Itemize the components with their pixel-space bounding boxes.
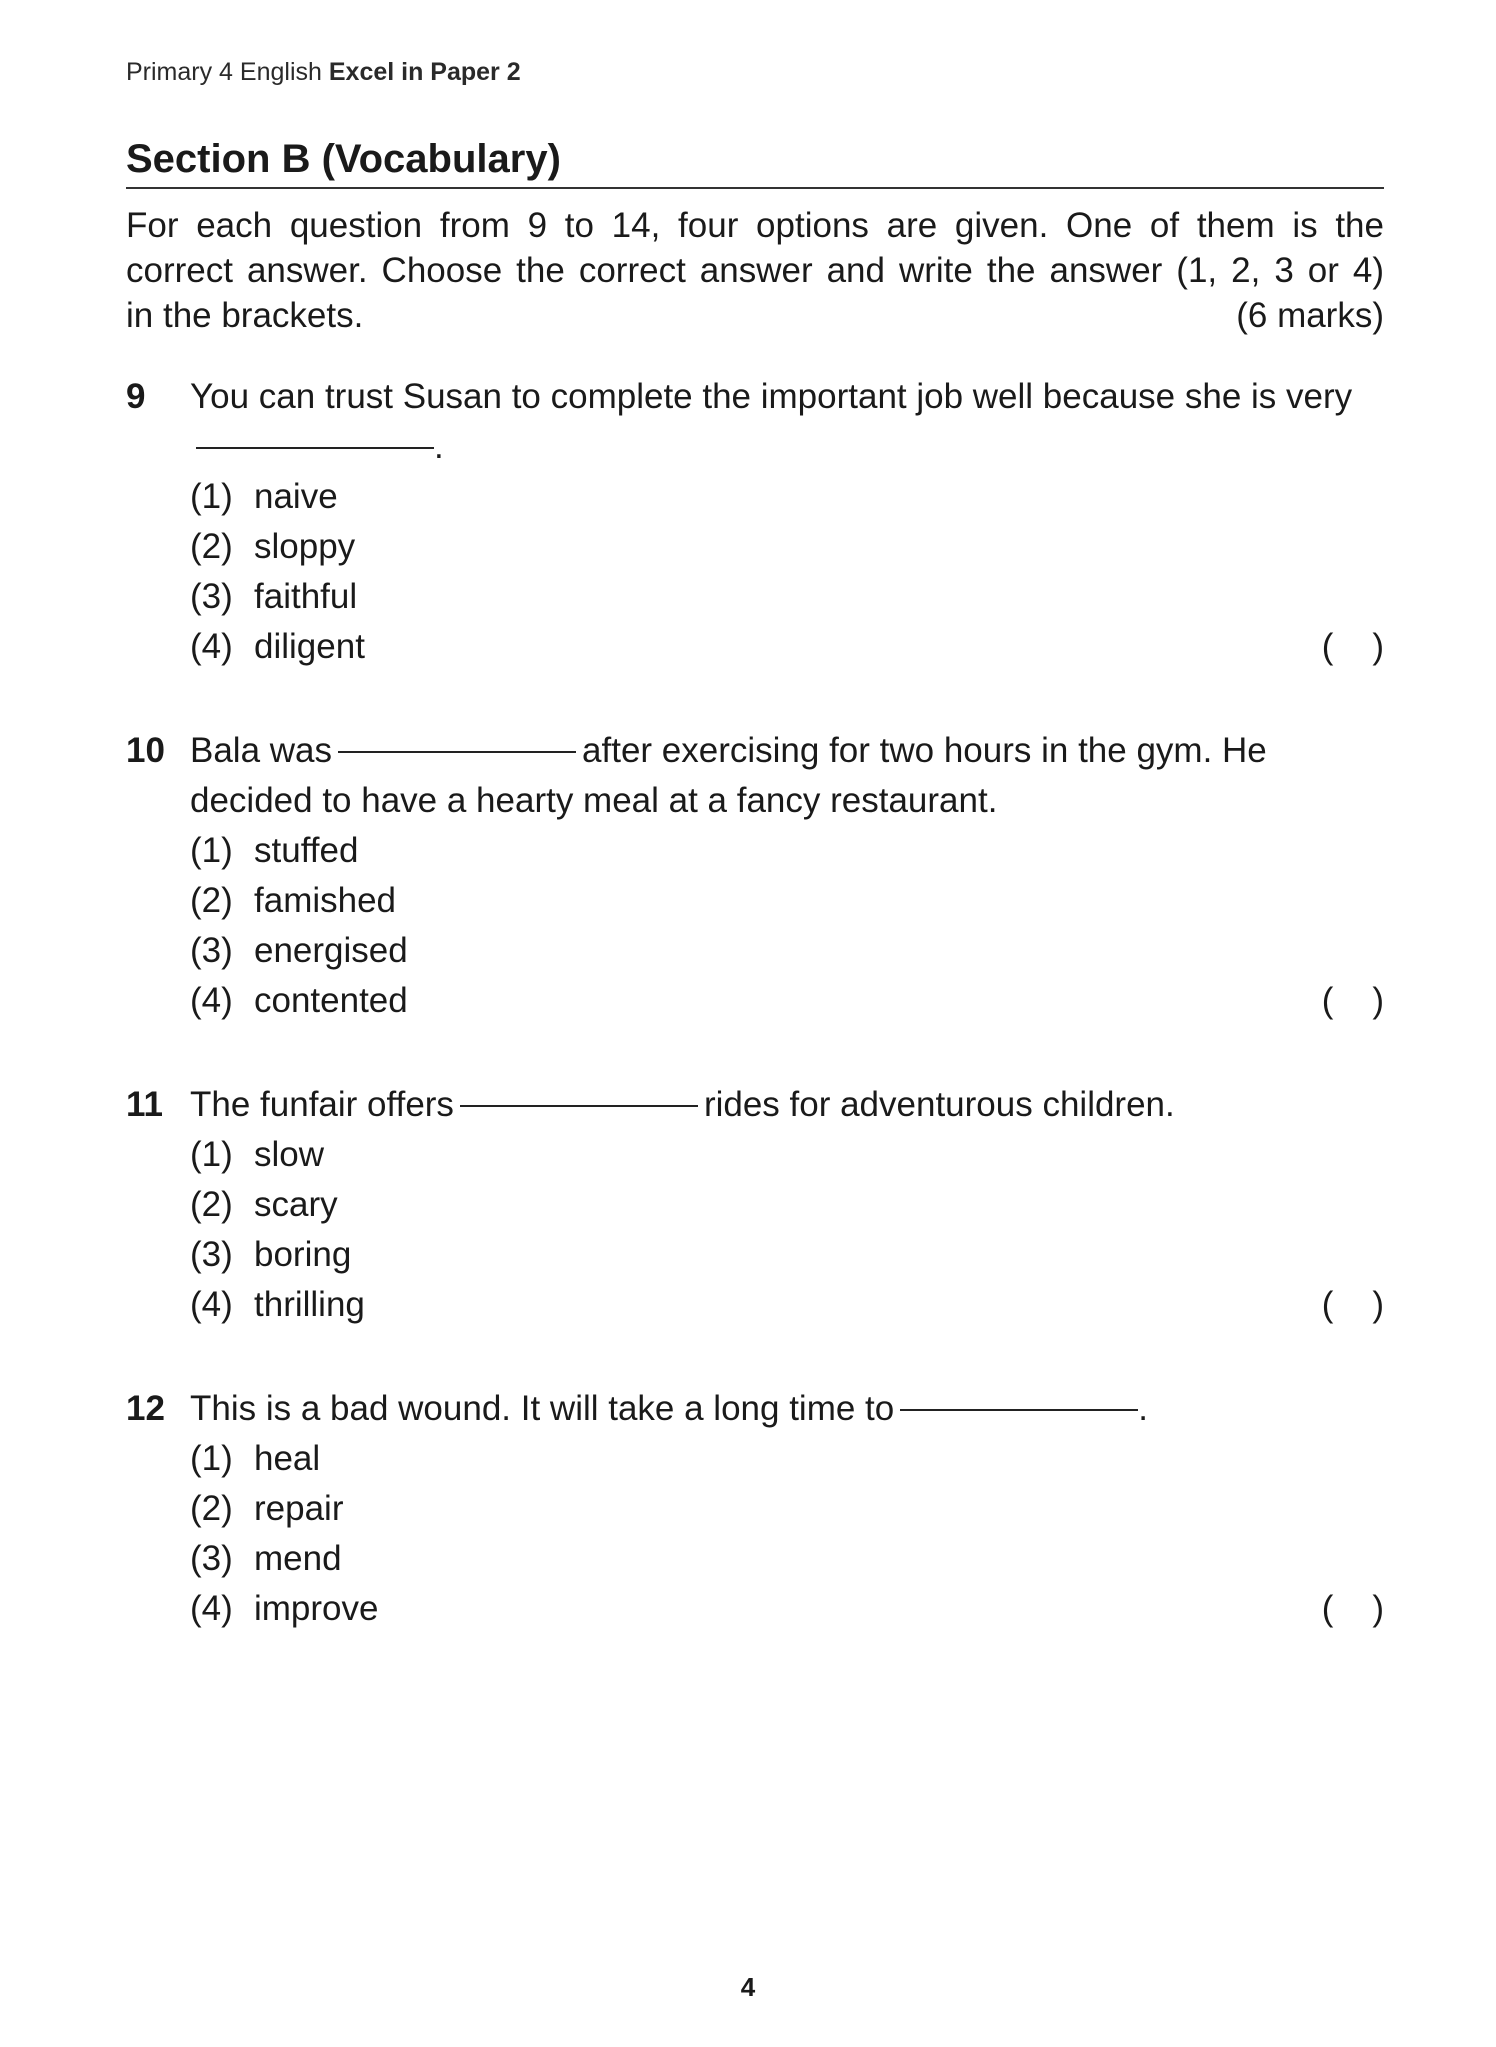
stem-text-before: Bala was	[190, 731, 333, 770]
option-number: (4)	[190, 1589, 233, 1628]
option-number: (3)	[190, 577, 233, 616]
option-number: (3)	[190, 1539, 233, 1578]
option-text: contented	[254, 981, 408, 1020]
page-number: 4	[740, 1972, 756, 2002]
options-list	[190, 1434, 1384, 1634]
stem-text-after: .	[1138, 1389, 1148, 1428]
question-stem	[190, 372, 1384, 472]
section-title: Section B (Vocabulary)	[126, 135, 1384, 189]
question-10	[126, 726, 1384, 1026]
option-4	[190, 1584, 1384, 1634]
question-11	[126, 1080, 1384, 1330]
option-4	[190, 1280, 1384, 1330]
option-text: slow	[254, 1135, 325, 1174]
question-stem	[190, 1080, 1384, 1130]
option-text: boring	[254, 1235, 352, 1274]
option-1	[190, 472, 1384, 522]
question-9	[126, 372, 1384, 672]
option-text: mend	[254, 1539, 342, 1578]
answer-bracket[interactable]: ( )	[1321, 1285, 1384, 1324]
option-1	[190, 1434, 1384, 1484]
answer-blank	[196, 447, 434, 449]
answer-bracket[interactable]: ( )	[1321, 981, 1384, 1020]
question-stem	[190, 1384, 1384, 1434]
option-text: energised	[254, 931, 408, 970]
question-number: 9	[126, 377, 146, 416]
question-number: 10	[126, 731, 165, 770]
answer-bracket[interactable]: ( )	[1321, 1589, 1384, 1628]
option-number: (4)	[190, 1285, 233, 1324]
option-number: (1)	[190, 831, 233, 870]
option-4	[190, 976, 1384, 1026]
option-number: (3)	[190, 931, 233, 970]
answer-blank	[460, 1105, 698, 1107]
stem-text-after: rides for adventurous children.	[703, 1085, 1175, 1124]
question-stem	[190, 726, 1384, 826]
option-text: scary	[254, 1185, 338, 1224]
instructions-line-3	[126, 293, 1384, 338]
instructions	[126, 203, 1384, 338]
option-text: naive	[254, 477, 338, 516]
option-text: thrilling	[254, 1285, 365, 1324]
instructions-line-1: For each question from 9 to 14, four options are given. One of them is the	[126, 206, 1384, 245]
options-list	[190, 826, 1384, 1026]
stem-text-before: The funfair offers	[190, 1085, 454, 1124]
option-text: heal	[254, 1439, 321, 1478]
question-number: 11	[126, 1085, 163, 1124]
option-2	[190, 522, 1384, 572]
option-4	[190, 622, 1384, 672]
question-12	[126, 1384, 1384, 1634]
options-list	[190, 1130, 1384, 1330]
answer-bracket[interactable]: ( )	[1321, 627, 1384, 666]
option-number: (2)	[190, 1185, 233, 1224]
marks-label: (6 marks)	[1236, 296, 1384, 335]
header-subject: Primary 4 English	[126, 58, 322, 86]
answer-blank	[900, 1409, 1138, 1411]
option-text: sloppy	[254, 527, 356, 566]
option-2	[190, 1484, 1384, 1534]
instructions-text-end: in the brackets.	[126, 296, 364, 335]
option-3	[190, 1230, 1384, 1280]
option-3	[190, 926, 1384, 976]
running-header	[126, 58, 521, 87]
option-number: (2)	[190, 881, 233, 920]
option-3	[190, 1534, 1384, 1584]
option-text: famished	[254, 881, 397, 920]
option-number: (1)	[190, 1135, 233, 1174]
option-2	[190, 1180, 1384, 1230]
option-1	[190, 826, 1384, 876]
option-number: (4)	[190, 627, 233, 666]
option-number: (2)	[190, 1489, 233, 1528]
stem-text-before: This is a bad wound. It will take a long time to	[190, 1389, 895, 1428]
option-text: improve	[254, 1589, 379, 1628]
option-text: diligent	[254, 627, 365, 666]
stem-text-before: You can trust Susan to complete the important job well because she is very	[190, 377, 1353, 416]
option-number: (2)	[190, 527, 233, 566]
option-number: (3)	[190, 1235, 233, 1274]
option-text: repair	[254, 1489, 344, 1528]
option-3	[190, 572, 1384, 622]
options-list	[190, 472, 1384, 672]
option-number: (1)	[190, 1439, 233, 1478]
question-number: 12	[126, 1389, 165, 1428]
instructions-line-2: correct answer. Choose the correct answer and write the answer (1, 2, 3 or 4)	[126, 251, 1384, 290]
option-2	[190, 876, 1384, 926]
option-number: (4)	[190, 981, 233, 1020]
header-book-title: Excel in Paper 2	[328, 58, 521, 86]
option-number: (1)	[190, 477, 233, 516]
option-1	[190, 1130, 1384, 1180]
stem-text-after: after exercising for two hours in the gym. He decided to have a hearty meal at a fancy restaurant.	[190, 731, 1267, 820]
option-text: stuffed	[254, 831, 359, 870]
option-text: faithful	[254, 577, 358, 616]
stem-text-after: .	[434, 427, 444, 466]
answer-blank	[338, 751, 576, 753]
